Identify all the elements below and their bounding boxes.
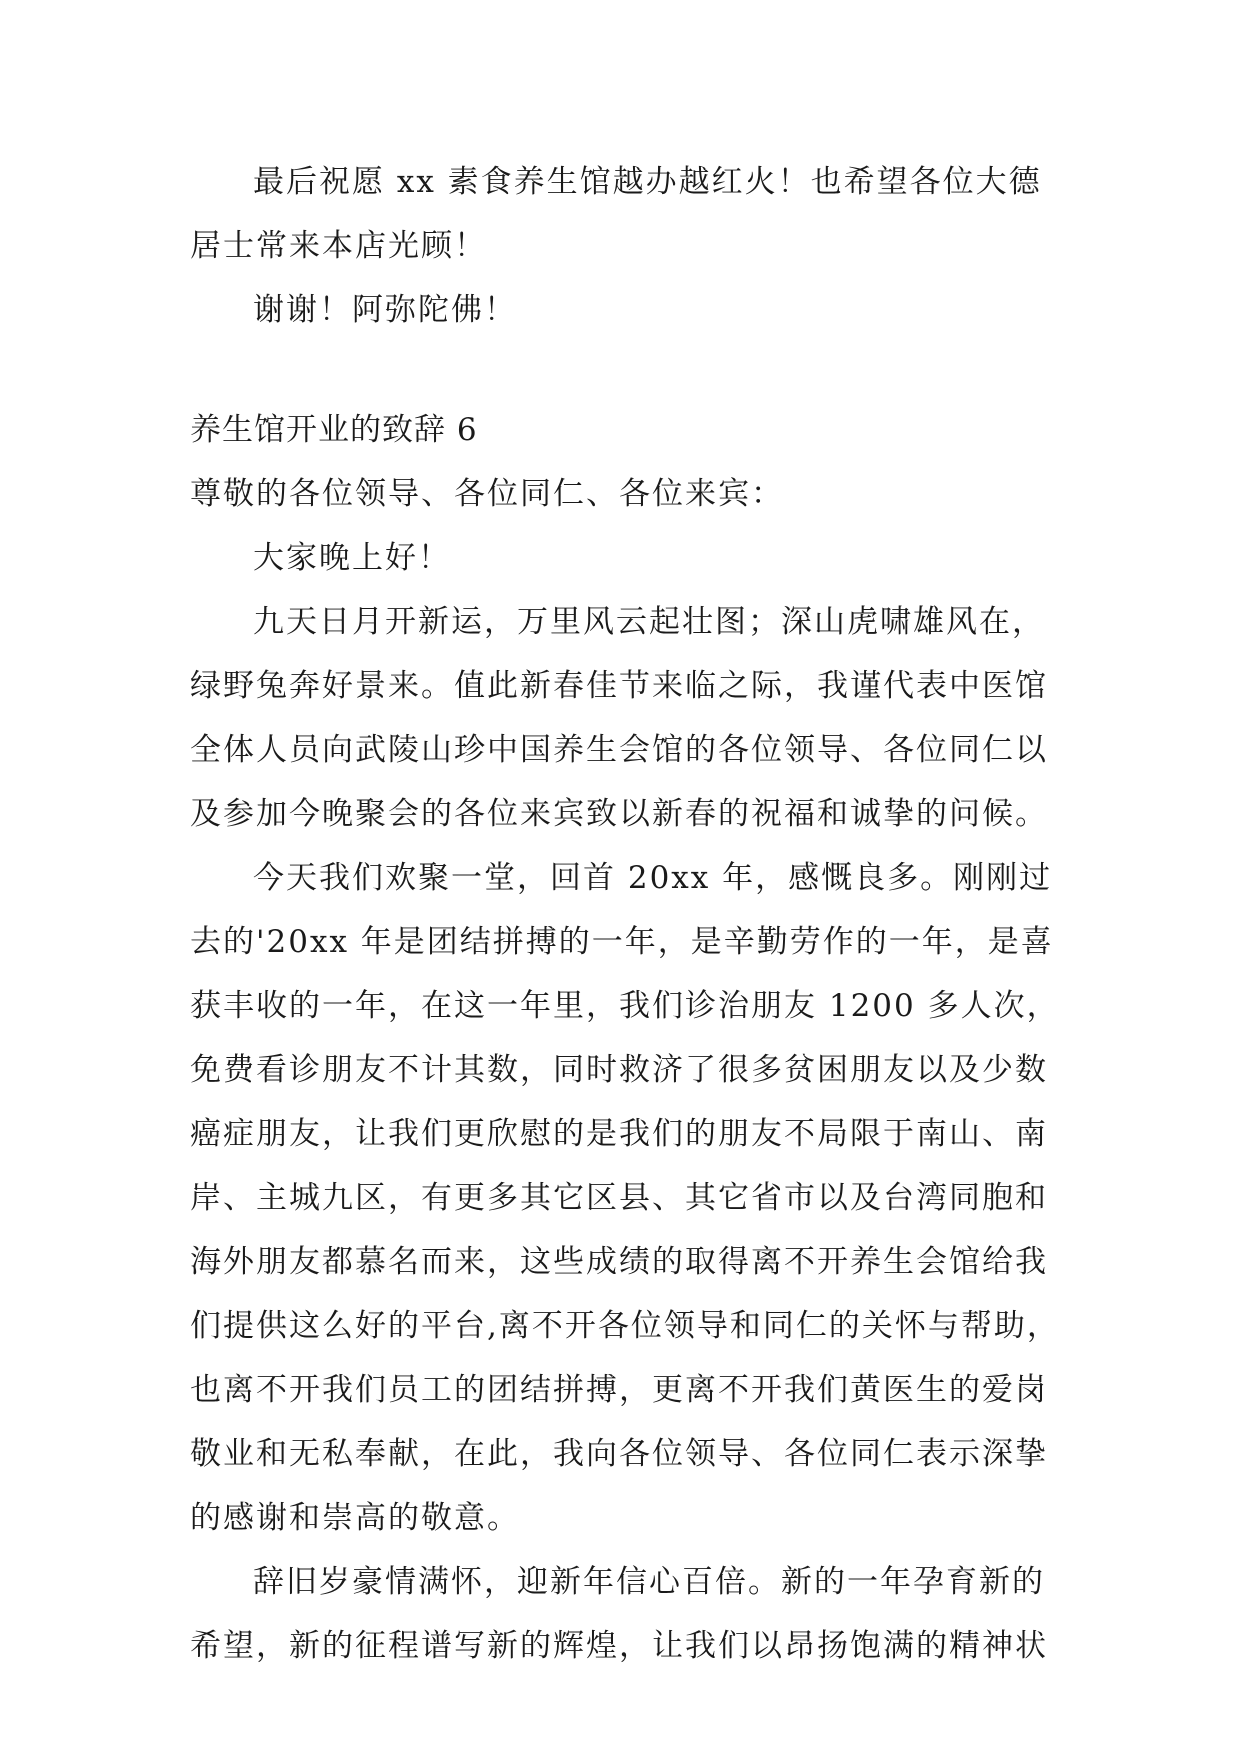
paragraph-1 xyxy=(190,590,1060,846)
text-line: 的感谢和崇高的敬意。 xyxy=(190,1500,520,1536)
salutation: 尊敬的各位领导、各位同仁、各位来宾： xyxy=(190,476,784,512)
text-line: 九天日月开新运，万里风云起壮图；深山虎啸雄风在， xyxy=(253,604,1045,640)
text-line: 免费看诊朋友不计其数，同时救济了很多贫困朋友以及少数 xyxy=(190,1052,1048,1088)
closing-paragraph xyxy=(190,150,1060,278)
text-line: 辞旧岁豪情满怀，迎新年信心百倍。新的一年孕育新的 xyxy=(253,1564,1045,1600)
text-line: 癌症朋友，让我们更欣慰的是我们的朋友不局限于南山、南 xyxy=(190,1116,1048,1152)
text-line: 们提供这么好的平台,离不开各位领导和同仁的关怀与帮助， xyxy=(190,1308,1060,1344)
text-line: 海外朋友都慕名而来，这些成绩的取得离不开养生会馆给我 xyxy=(190,1244,1048,1280)
text-line: 获丰收的一年，在这一年里，我们诊治朋友 1200 多人次， xyxy=(190,988,1060,1024)
text-line: 居士常来本店光顾！ xyxy=(190,228,487,264)
text-line: 及参加今晚聚会的各位来宾致以新春的祝福和诚挚的问候。 xyxy=(190,796,1048,832)
text-line: 也离不开我们员工的团结拼搏，更离不开我们黄医生的爱岗 xyxy=(190,1372,1048,1408)
text-line: 今天我们欢聚一堂，回首 20xx 年，感慨良多。刚刚过 xyxy=(253,860,1053,896)
document-page xyxy=(190,150,1060,1678)
text-line: 敬业和无私奉献，在此，我向各位领导、各位同仁表示深挚 xyxy=(190,1436,1048,1472)
greeting: 大家晚上好！ xyxy=(253,540,451,576)
text-line: 岸、主城九区，有更多其它区县、其它省市以及台湾同胞和 xyxy=(190,1180,1048,1216)
text-line: 去的'20xx 年是团结拼搏的一年，是辛勤劳作的一年，是喜 xyxy=(190,924,1054,960)
text-line: 最后祝愿 xx 素食养生馆越办越红火！也希望各位大德 xyxy=(253,164,1042,200)
paragraph-3 xyxy=(190,1550,1060,1678)
text-line: 绿野兔奔好景来。值此新春佳节来临之际，我谨代表中医馆 xyxy=(190,668,1048,704)
thanks-line: 谢谢！阿弥陀佛！ xyxy=(253,292,517,328)
text-line: 全体人员向武陵山珍中国养生会馆的各位领导、各位同仁以 xyxy=(190,732,1048,768)
paragraph-2 xyxy=(190,846,1060,1550)
section-title: 养生馆开业的致辞 6 xyxy=(190,412,478,448)
section-gap xyxy=(190,342,1060,398)
text-line: 希望，新的征程谱写新的辉煌，让我们以昂扬饱满的精神状 xyxy=(190,1628,1048,1664)
